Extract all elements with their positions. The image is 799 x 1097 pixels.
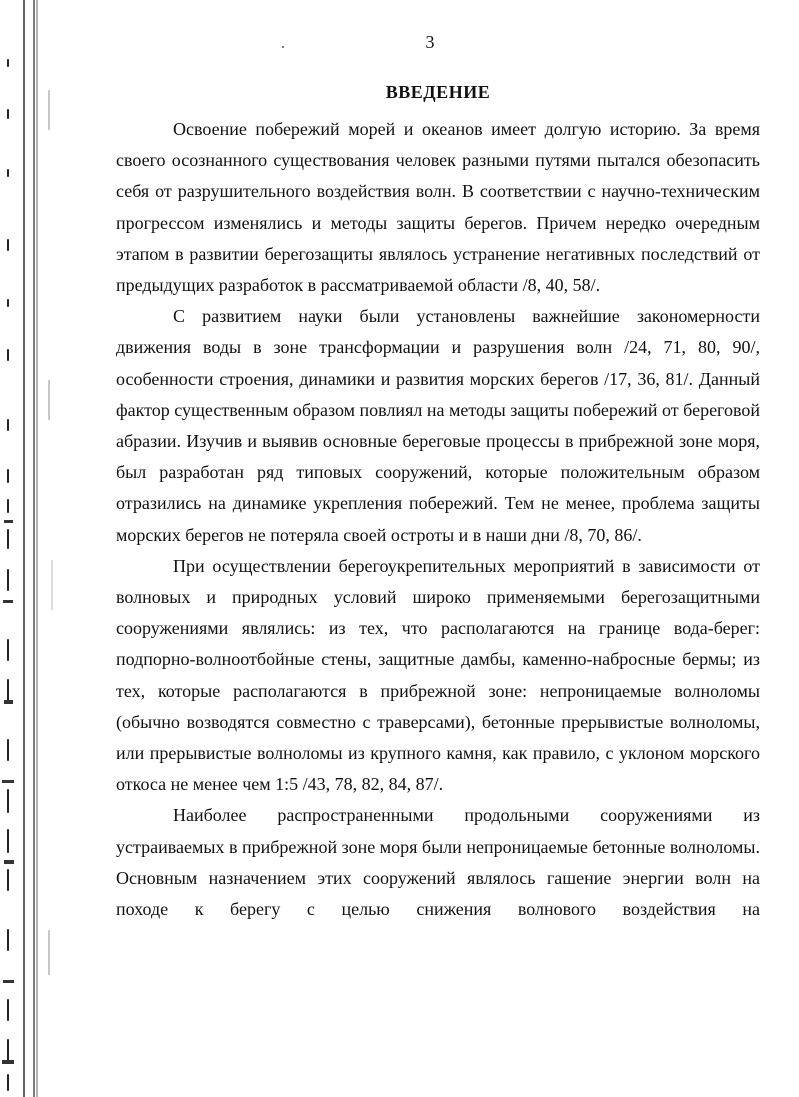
page-number: 3	[425, 32, 435, 52]
page-title: ВВЕДЕНИЕ	[385, 82, 491, 102]
paragraph: С развитием науки были установлены важнейшие закономерности движения воды в зоне трансформации и разрушения волн /24, 71, 80, 90/, особенности строения, динамики и развития морских берегов /17, 36, 81/. Данный фактор существенным образом повлиял на методы защиты побережий от береговой абразии. Изучив и выявив основные береговые процессы в прибрежной зоне моря, был разработан ряд типовых сооружений, которые положительным образом отразились на динамике укрепления побережий. Тем не менее, проблема защиты морских берегов не потеряла своей остроты и в наши дни /8, 70, 86/.	[116, 306, 760, 545]
paragraph: Освоение побережий морей и океанов имеет долгую историю. За время своего осознанного существования человек разными путями пытался обезопасить себя от разрушительного воздействия волн. В соответствии с научно-техническим прогрессом изменялись и методы защиты берегов. Причем нередко очередным этапом в развитии берегозащиты являлось устранение негативных последствий от предыдущих разработок в рассматриваемой области /8, 40, 58/.	[116, 119, 760, 296]
body-text	[116, 114, 760, 925]
paragraph: При осуществлении берегоукрепительных мероприятий в зависимости от волновых и природных условий широко применяемыми берегозащитными сооружениями являлись: из тех, что располагаются на границе вода-берег: подпорно-волноотбойные стены, защитные дамбы, каменно-набросные бермы; из тех, которые располагаются в прибрежной зоне: непроницаемые волноломы (обычно возводятся совместно с траверсами), бетонные прерывистые волноломы, или прерывистые волноломы из крупного камня, как правило, с уклоном морского откоса не менее чем 1:5 /43, 78, 82, 84, 87/.	[116, 555, 760, 795]
paragraph: Наиболее распространенными продольными сооружениями из устраиваемых в прибрежной зоне моря были непроницаемые бетонные волноломы. Основным назначением этих сооружений являлось гашение энергии волн на походе к берегу с целью снижения волнового воздействия на	[116, 805, 760, 920]
binding-edge	[0, 0, 60, 1097]
scan-speck	[282, 46, 284, 48]
